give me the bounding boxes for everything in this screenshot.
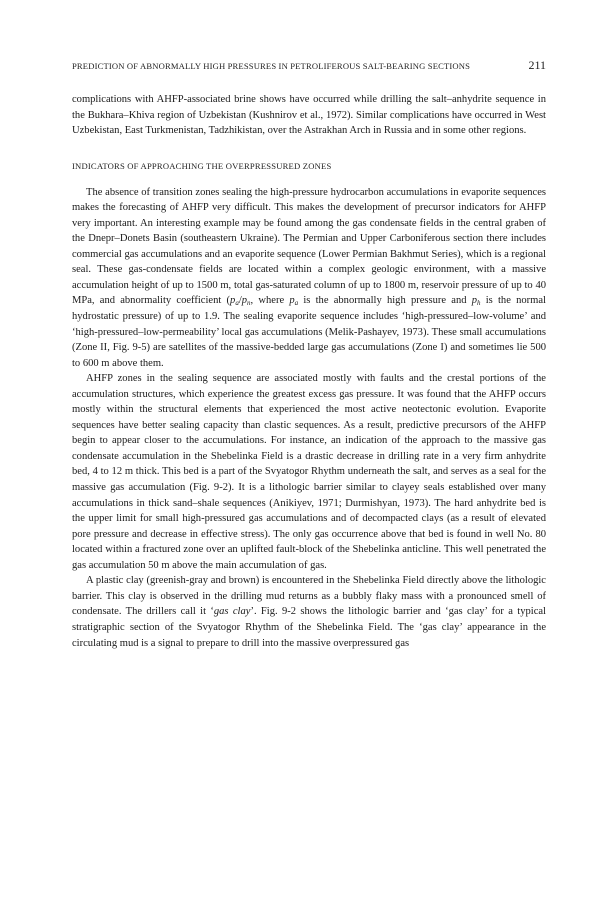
p3-text-a: A plastic clay (greenish-gray and brown) is encountered in the Shebelinka Field directly above the lithologic barrier. This clay is observed in the drilling mud returns as a bubbly flaky mass with a pronounced smell of condensate. The drillers call it ‘ [72,575,546,618]
p1-text-c: is the normal hydrostatic pressure) of up to 1.9. The sealing evaporite sequence includes ‘high-pressured–low-volume’ and ‘high-pressured–low-permeability’ local gas accumulations (Melik-Pashayev, 1973). These small accumulations (Zone II, Fig. 9-5) are satellites of the massive-bedded large gas accumulations (Zone I) and sometimes lie 500 to 600 m above them. [72,295,546,369]
p1-where: , where [250,295,290,307]
p3-gas-clay-term: gas clay [213,606,251,618]
p1-text-a: The absence of transition zones sealing the high-pressure hydrocarbon accumulations in evaporite sequences makes the forecasting of AHFP very difficult. This makes the development of precursor indicators for AHFP very important. An interesting example may be found among the gas condensate fields in the central graben of the Dnepr–Donets Basin (southeastern Ukraine). The Permian and Upper Carboniferous section there includes commercial gas accumulations and an evaporite sequence (Lower Permian Bakhmut Series), which is a regional seal. These gas-condensate fields are located within a complex geologic environment, with a massive accumulation height of up to 1500 m, total gas-saturated column of up to 1800 m, reservoir pressure of up to 40 MPa, and abnormality coefficient ( [72,186,546,307]
paragraph-3 [72,573,546,651]
p1-symbol-pn: $p_n$ [241,295,251,308]
paragraph-2: AHFP zones in the sealing sequence are associated mostly with faults and the crestal portions of the accumulation structures, which experience the greatest excess gas pressure. It was found that the AHFP occurs mostly within the structural elements that experienced the most active neotectonic evolution. Evaporite sequences have better sealing capacity than clastic sequences. As a result, predictive precursors of the AHFP begin to appear closer to the accumulations. For instance, an indication of the approach to the massive gas condensate accumulation in the Shebelinka Field is a drastic decrease in drilling rate in a very firm anhydrite bed, 4 to 12 m thick. This bed is a part of the Svyatogor Rhythm underneath the salt, and serves as a seal for the massive gas accumulation (Fig. 9-2). It is a lithologic barrier similar to clayey seals established over many accumulations in thick sand–shale sequences (Anikiyev, 1971; Durmishyan, 1973). The hard anhydrite bed is the upper limit for small high-pressured gas accumulations and of decompacted clays (as a result of elevated pore pressure and decrease in effective stress). The only gas occurrence above that bed is found in well No. 80 located within a fractured zone over an uplifted fault-block of the Shebelinka anticline. This well penetrated the gas accumulation 50 m above the main accumulation of gas. [72,373,546,571]
running-title: PREDICTION OF ABNORMALLY HIGH PRESSURES IN PETROLIFEROUS SALT-BEARING SECTIONS [72,61,471,71]
paragraph-1 [72,185,546,372]
running-header [72,58,546,74]
p1-symbol-pa: $p_a$ [230,295,239,308]
page-number: 211 [528,58,546,72]
p1-text-b: is the abnormally high pressure and [298,295,472,307]
page [72,58,546,651]
section-heading: INDICATORS OF APPROACHING THE OVERPRESSURED ZONES [72,160,332,171]
p1-slash: / [238,295,242,307]
p3-text-b: ’. Fig. 9-2 shows the lithologic barrier and ‘gas clay’ for a typical stratigraphic section of the Svyatogor Rhythm of the Shebelinka Field. The ‘gas clay’ appearance in the circulating mud is a signal to prepare to drill into the massive overpressured gas [72,606,546,649]
p1-symbol-pa2: $p_a$ [289,295,299,308]
intro-paragraph: complications with AHFP-associated brine shows have occurred while drilling the salt–anhydrite sequence in the Bukhara–Khiva region of Uzbekistan (Kushnirov et al., 1972). Similar complications have occurred in West Uzbekistan, East Turkmenistan, Tadzhikistan, over the Astrakhan Arch in Russia and in some other regions. [72,94,546,137]
p1-symbol-ph: $p_h$ [471,295,481,308]
